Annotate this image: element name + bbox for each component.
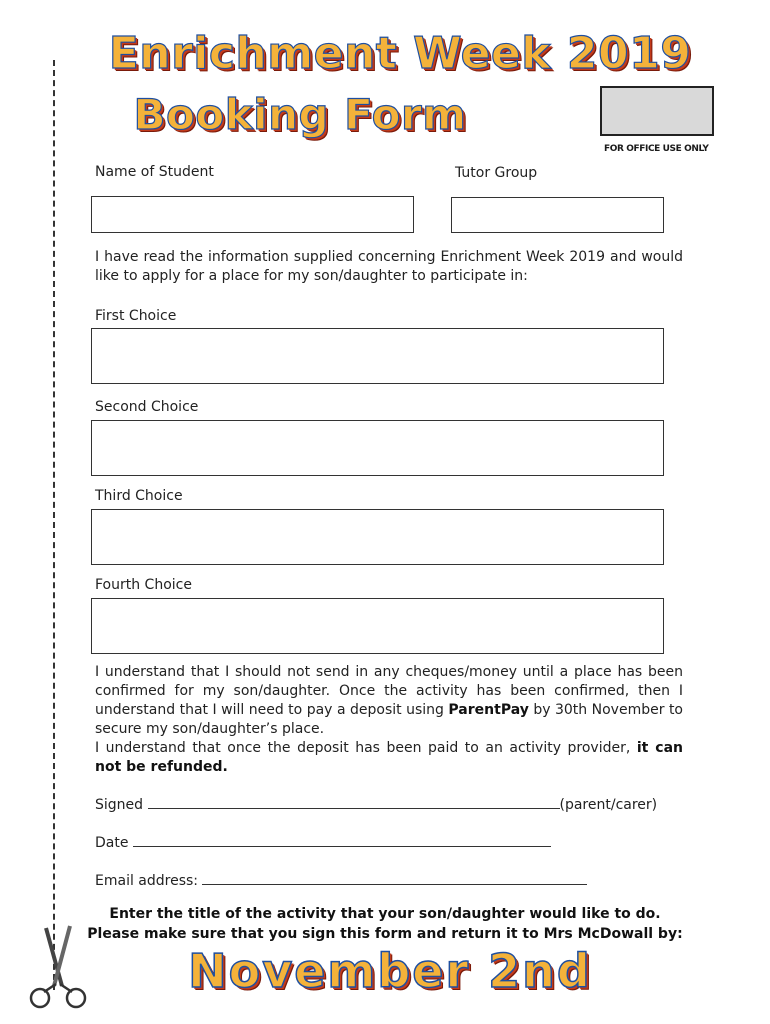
office-use-box bbox=[600, 86, 714, 136]
date-label: Date bbox=[95, 835, 129, 851]
email-row bbox=[95, 872, 587, 889]
email-label: Email address: bbox=[95, 873, 199, 889]
intro-paragraph: I have read the information supplied concerning Enrichment Week 2019 and would like to apply for a place for my son/daughter to participate in: bbox=[95, 249, 683, 284]
signed-label: Signed bbox=[95, 797, 144, 813]
student-name-field[interactable] bbox=[91, 196, 414, 233]
student-name-label: Name of Student bbox=[95, 164, 214, 180]
cut-line bbox=[53, 60, 55, 990]
signature-row bbox=[95, 796, 657, 813]
page-subtitle: Booking Form bbox=[133, 90, 467, 139]
second-choice-field[interactable] bbox=[91, 420, 664, 476]
third-choice-field[interactable] bbox=[91, 509, 664, 565]
terms-text-3: I understand that once the deposit has been paid to an activity provider, bbox=[95, 740, 637, 756]
first-choice-label: First Choice bbox=[95, 308, 177, 324]
terms-paragraph bbox=[95, 663, 683, 777]
date-field[interactable] bbox=[133, 834, 551, 847]
first-choice-field[interactable] bbox=[91, 328, 664, 384]
page-title: Enrichment Week 2019 bbox=[108, 28, 692, 79]
email-field[interactable] bbox=[202, 872, 587, 885]
signed-suffix: (parent/carer) bbox=[559, 797, 658, 813]
tutor-group-label: Tutor Group bbox=[455, 165, 538, 181]
fourth-choice-field[interactable] bbox=[91, 598, 664, 654]
terms-text-2: by 30th November to secure my son/daughter’s place. bbox=[95, 702, 683, 737]
third-choice-label: Third Choice bbox=[95, 488, 183, 504]
second-choice-label: Second Choice bbox=[95, 399, 199, 415]
date-row bbox=[95, 834, 551, 851]
footer-line-1: Enter the title of the activity that your son/daughter would like to do. bbox=[109, 906, 661, 922]
terms-text-1: I understand that I should not send in any cheques/money until a place has been confirmed for my son/daughter. Once the activity has been confirmed, then I understand that I will need to pay a deposit using bbox=[95, 664, 683, 718]
tutor-group-field[interactable] bbox=[451, 197, 664, 233]
office-use-label: FOR OFFICE USE ONLY bbox=[604, 144, 709, 154]
parentpay-text: ParentPay bbox=[448, 702, 529, 718]
footer-line-2: Please make sure that you sign this form and return it to Mrs McDowall by: bbox=[87, 926, 683, 942]
deadline-text: November 2nd bbox=[188, 944, 592, 998]
fourth-choice-label: Fourth Choice bbox=[95, 577, 192, 593]
non-refundable-text: it can not be refunded. bbox=[95, 740, 683, 775]
signature-field[interactable] bbox=[148, 796, 560, 809]
